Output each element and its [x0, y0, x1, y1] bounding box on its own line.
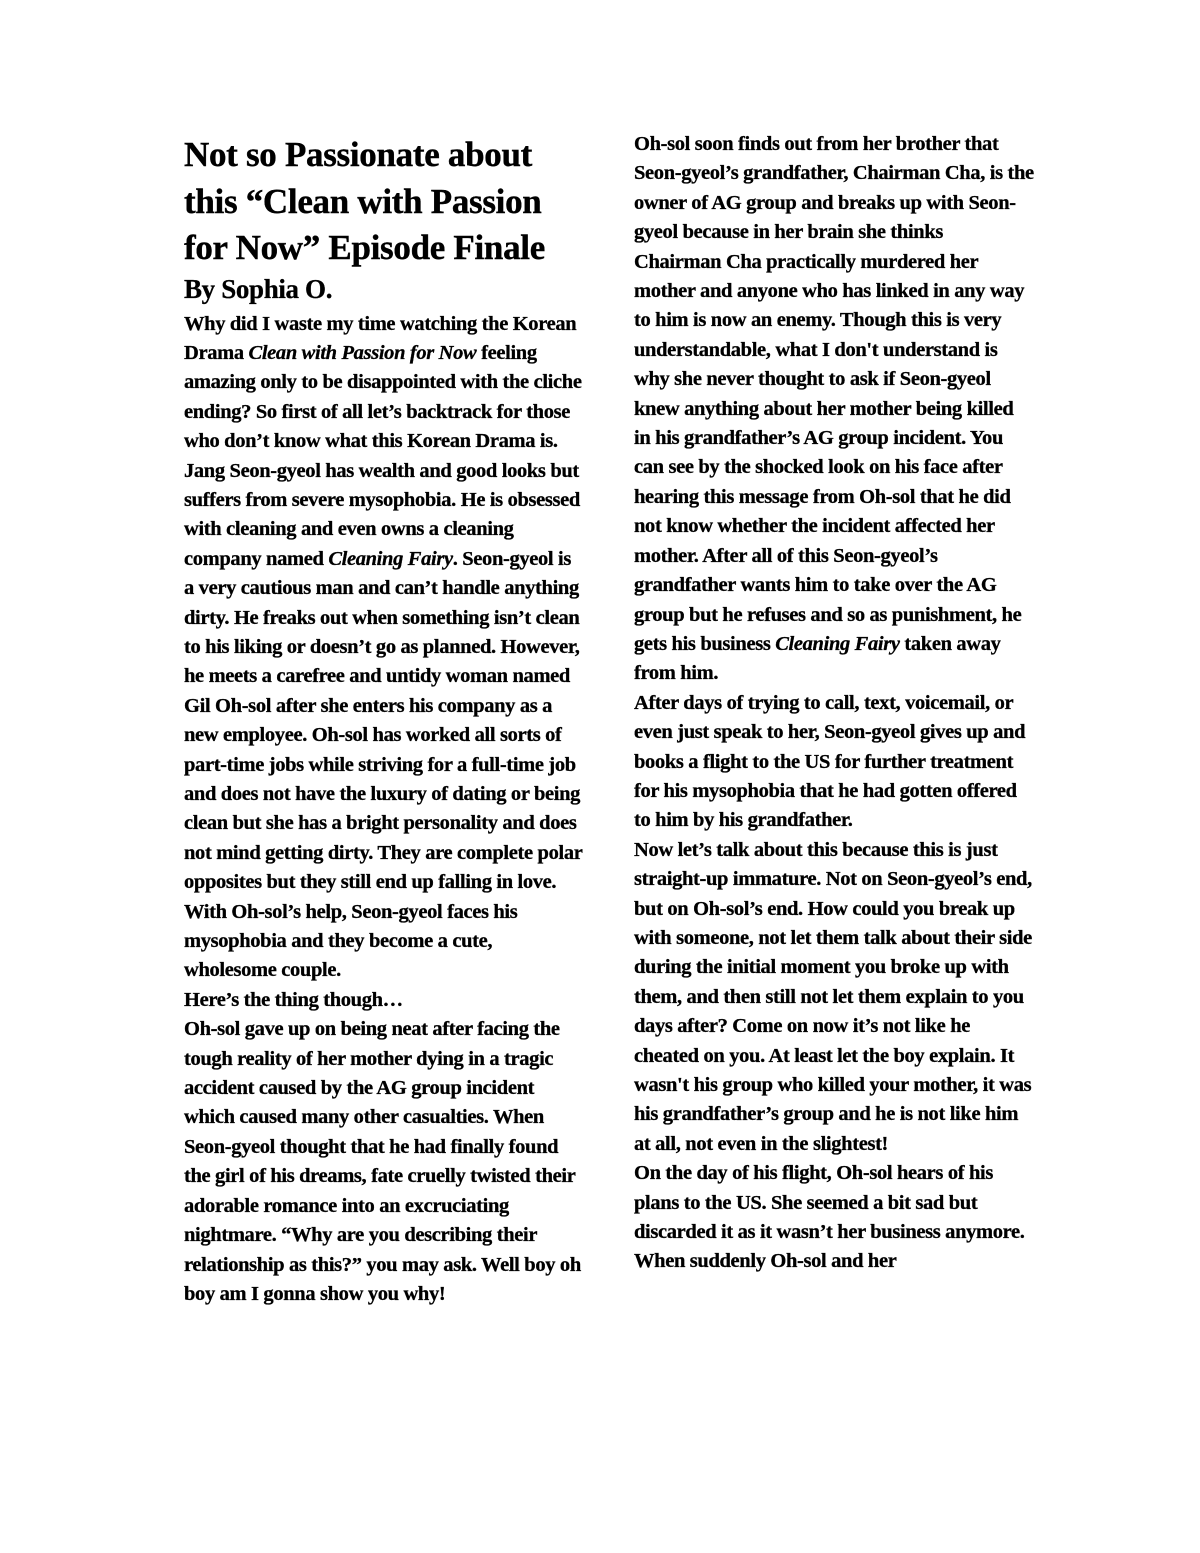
paragraph-text: . Seon-gyeol is a very cautious man and can’t handle anything dirty. He freaks out when something isn’t clean to his liking or doesn’t go as planned. However, he meets a carefree and untidy woman named Gil Oh-sol after she enters his company as a new employee. Oh-sol has worked all sorts of part-time jobs while striving for a full-time job and does not have the luxury of dating or being clean but she has a bright personality and does not mind getting dirty. They are complete polar opposites but they still end up falling in love. With Oh-sol’s help, Seon-gyeol faces his mysophobia and they become a cute, wholesome couple. [184, 547, 583, 982]
article-byline: By Sophia O. [184, 273, 333, 304]
paragraph-opinion: Now let’s talk about this because this is just straight-up immature. Not on Seon-gyeol’s end, but on Oh-sol’s end. How could you break up with someone, not let them talk about their side during the initial moment you broke up with them, and then still not let them explain to you days after? Come on now it’s not like he cheated on you. At least let the boy explain. It wasn't his group who killed your mother, it was his grandfather’s group and he is not like him at all, not even in the slightest! [634, 838, 1032, 1155]
right-column [634, 130, 1034, 1277]
paragraph-text: feeling amazing only to be disappointed with the cliche ending? So first of all let’s backtrack for those who don’t know what this Korean Drama is. Jang Seon-gyeol has wealth and good looks but suffers from severe mysophobia. He is obsessed with cleaning and even owns a cleaning company named [184, 341, 582, 570]
paragraph-backstory: Oh-sol gave up on being neat after facing the tough reality of her mother dying in a tragic accident caused by the AG group incident which caused many other casualties. When Seon-gyeol thought that he had finally found the girl of his dreams, fate cruelly twisted their adorable romance into an excruciating nightmare. “Why are you describing their relationship as this?” you may ask. Well boy oh boy am I gonna show you why! [184, 1018, 581, 1305]
paragraph-breakup [634, 130, 1034, 689]
company-name-italic: Cleaning Fairy [775, 632, 900, 655]
paragraph-transition: Here’s the thing though… [184, 988, 403, 1011]
left-column [184, 132, 584, 1309]
paragraph-text: taken away from him. [634, 632, 1001, 685]
company-name-italic: Cleaning Fairy [328, 547, 453, 570]
article-title: Not so Passionate about this “Clean with Passion for Now” Episode Finale [184, 135, 545, 267]
paragraph-text: Oh-sol soon finds out from her brother that Seon-gyeol’s grandfather, Chairman Cha, is the owner of AG group and breaks up with Seon-gyeol because in her brain she thinks Chairman Cha practically murdered her mother and anyone who has linked in any way to him is now an enemy. Though this is very understandable, what I don't understand is why she never thought to ask if Seon-gyeol knew anything about her mother being killed in his grandfather’s AG group incident. You can see by the shocked look on his face after hearing this message from Oh-sol that he did not know whether the incident affected her mother. After all of this Seon-gyeol’s grandfather wants him to take over the AG group but he refuses and so as punishment, he gets his business [634, 133, 1034, 655]
paragraph-flight-day: On the day of his flight, Oh-sol hears of his plans to the US. She seemed a bit sad but discarded it as it wasn’t her business anymore. When suddenly Oh-sol and her [634, 1162, 1025, 1273]
paragraph-flight: After days of trying to call, text, voicemail, or even just speak to her, Seon-gyeol gives up and books a flight to the US for further treatment for his mysophobia that he had gotten offered to him by his grandfather. [634, 691, 1026, 832]
paragraph-text: Why did I waste my time watching the Korean Drama [184, 312, 577, 364]
paragraph-intro [184, 310, 584, 986]
show-title-italic: Clean with Passion for Now [248, 341, 477, 364]
